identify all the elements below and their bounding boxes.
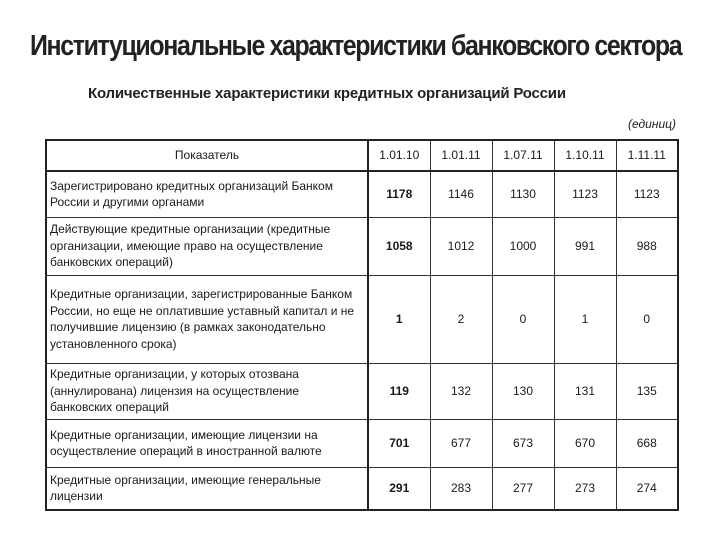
table-cell: 677 <box>430 419 492 467</box>
table-row <box>46 363 678 419</box>
table-cell: 1178 <box>368 171 430 217</box>
header-row <box>46 140 678 171</box>
table-row <box>46 467 678 510</box>
table-cell: 1130 <box>492 171 554 217</box>
row-label: Зарегистрировано кредитных организаций Банком России и другими органами <box>46 171 368 217</box>
row-label: Кредитные организации, у которых отозвана (аннулирована) лицензия на осуществление банковских операций <box>46 363 368 419</box>
table-cell: 1146 <box>430 171 492 217</box>
table-cell: 130 <box>492 363 554 419</box>
table-cell: 0 <box>616 275 678 363</box>
header-date: 1.07.11 <box>492 140 554 171</box>
table-title: Количественные характеристики кредитных организаций России <box>88 85 566 102</box>
table-cell: 701 <box>368 419 430 467</box>
table-cell: 277 <box>492 467 554 510</box>
header-date: 1.01.11 <box>430 140 492 171</box>
table-cell: 673 <box>492 419 554 467</box>
row-label: Кредитные организации, имеющие генеральные лицензии <box>46 467 368 510</box>
table-cell: 283 <box>430 467 492 510</box>
table-cell: 670 <box>554 419 616 467</box>
table-cell: 131 <box>554 363 616 419</box>
table-cell: 132 <box>430 363 492 419</box>
table-cell: 119 <box>368 363 430 419</box>
table-cell: 1000 <box>492 217 554 275</box>
slide-title: Институциональные характеристики банковского сектора <box>30 30 682 62</box>
table-cell: 291 <box>368 467 430 510</box>
header-date: 1.10.11 <box>554 140 616 171</box>
table-cell: 274 <box>616 467 678 510</box>
table-cell: 1058 <box>368 217 430 275</box>
table-cell: 1123 <box>616 171 678 217</box>
table-cell: 1123 <box>554 171 616 217</box>
table-row <box>46 217 678 275</box>
header-indicator: Показатель <box>46 140 368 171</box>
table-cell: 668 <box>616 419 678 467</box>
table-cell: 1012 <box>430 217 492 275</box>
table-cell: 273 <box>554 467 616 510</box>
header-date: 1.01.10 <box>368 140 430 171</box>
table-row <box>46 171 678 217</box>
table-cell: 0 <box>492 275 554 363</box>
table-cell: 1 <box>368 275 430 363</box>
unit-note: (единиц) <box>628 117 676 131</box>
row-label: Кредитные организации, зарегистрированные Банком России, но еще не оплатившие уставный капитал и не получившие лицензию (в рамках законодательно установленного срока) <box>46 275 368 363</box>
table-cell: 988 <box>616 217 678 275</box>
credit-organizations-table <box>45 139 679 511</box>
row-label: Кредитные организации, имеющие лицензии на осуществление операций в иностранной валюте <box>46 419 368 467</box>
table-row <box>46 275 678 363</box>
row-label: Действующие кредитные организации (кредитные организации, имеющие право на осуществление банковских операций) <box>46 217 368 275</box>
table-cell: 1 <box>554 275 616 363</box>
table-row <box>46 419 678 467</box>
table-cell: 135 <box>616 363 678 419</box>
table-cell: 991 <box>554 217 616 275</box>
header-date: 1.11.11 <box>616 140 678 171</box>
table-cell: 2 <box>430 275 492 363</box>
